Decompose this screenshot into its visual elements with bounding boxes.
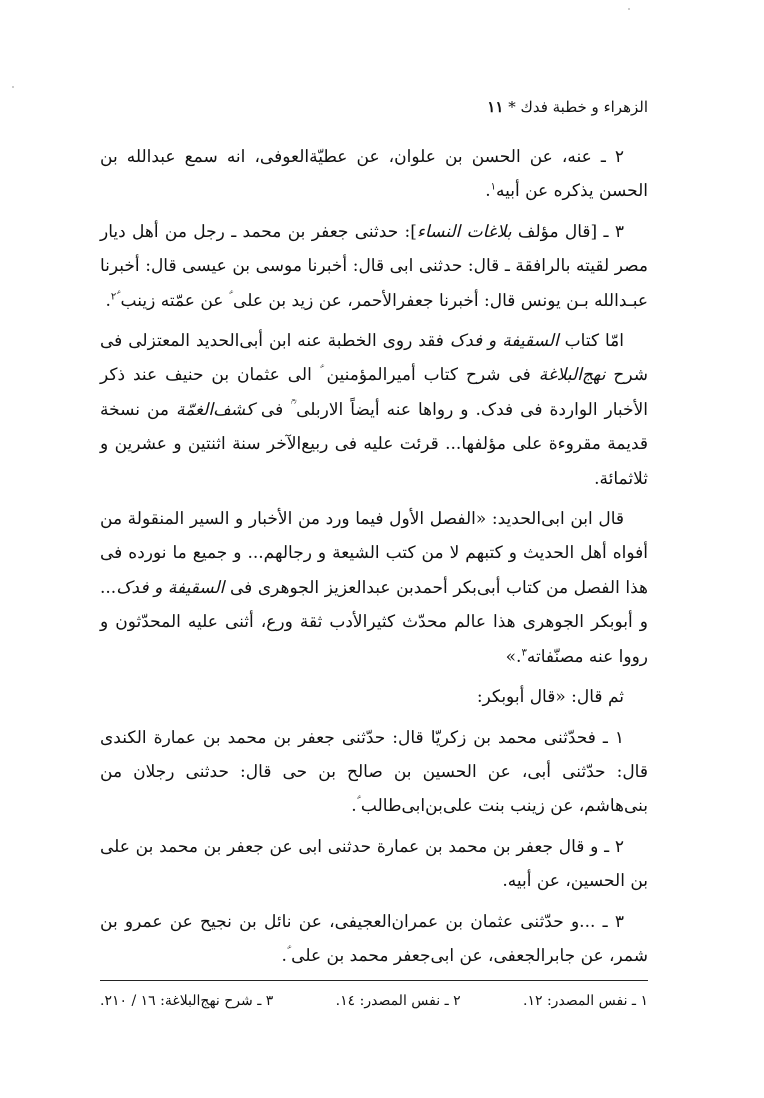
- book-title-saqifa-2: السقیفة و فدک: [116, 577, 225, 598]
- footnote-divider: [100, 980, 648, 981]
- footnote-ref-3: ٣: [521, 647, 527, 659]
- running-header: [100, 97, 648, 117]
- paragraph-saqifa: امّا کتاب السقیفة و فدک فقد روی الخطبة عنه ابن أبی‌الحدید المعتزلی فی شرح نهج‌البلاغة فی شرح کتاب أمیرالمؤمنین ؑ الی عثمان بن حنیف عند ذکر الأخبار الواردة فی فدک. و رواها عنه أیضاً الاربلی ؒ فی کشف‌الغمّة من نسخة قدیمة مقروءة علی مؤلفها... قرئت علیه فی ربیع‌الآخر سنة اثنتین و عشرین و ثلاثمائة.: [100, 331, 648, 489]
- book-title-kashf: کشف‌الغمّة: [176, 399, 254, 420]
- paragraph-hadith-3: ٣ ـ [قال مؤلف بلاغات النساء]: حدثنی جعفر بن محمد ـ رجل من أهل دیار مصر لقیته بالرافقة ـ قال: حدثنی ابی قال: أخبرنا موسی بن عیسی قال: أخبرنا عبـدالله بـن یونس قال: أخبرنا جعفرالأحمر، عن زید بن علی ؑ عن عمّته زینب ؑ$^٢$.: [100, 221, 648, 311]
- paragraph-ibn-abi-hadid: قال ابن ابی‌الحدید: «الفصل الأول فیما ورد من الأخبار و السیر المنقولة من أفواه أهل الحدیث و کتبهم لا من کتب الشیعة و رجالهم... و جمیع ما نورده فی هذا الفصل من کتاب أبی‌بکر أحمدبن عبدالعزیز الجوهری فی السقیفة و فدک... و أبوبکر الجوهری هذا عالم محدّث کثیرالأدب ثقة ورع، أثنی علیه المحدّثون و رووا عنه مصنّفاته$^٣$.»: [100, 509, 648, 667]
- page-number: ١١: [487, 98, 504, 116]
- book-title-nahj: نهج‌البلاغة: [538, 365, 606, 386]
- paragraph-chain-2: ٢ ـ و قال جعفر بن محمد بن عمارة حدثنی ابی عن جعفر بن محمد بن علی بن الحسین، عن أبیه.: [100, 836, 648, 892]
- paragraph-chain-3: ٣ ـ ...و حدّثنی عثمان بن عمران‌العجیفی، عن نائل بن نجیح عن عمرو بن شمر، عن جابرالجعفی، عن ابی‌جعفر محمد بن علی ؑ.: [100, 911, 648, 966]
- footnote-ref-1: ١: [490, 181, 496, 193]
- footnotes: [100, 991, 648, 1011]
- book-title-saqifa: السقیفة و فدک: [449, 331, 559, 352]
- paragraph-chain-1: ١ ـ فحدّثنی محمد بن زکریّا قال: حدّثنی جعفر بن محمد بن عمارة الکندی قال: حدّثنی أبی، عن الحسین بن صالح بن حی قال: حدثنی رجلان من بنی‌هاشم، عن زینب بنت علی‌بن‌ابی‌طالب ؑ.: [100, 727, 648, 817]
- book-page: [100, 0, 648, 1098]
- footnote-ref-2: ٢: [110, 290, 117, 302]
- header-title: الزهراء و خطبة فدك: [520, 98, 648, 116]
- paragraph-hadith-2: ٢ ـ عنه، عن الحسن بن علوان، عن عطيّةالعوفی، انه سمع عبدالله بن الحسن یذکره عن أبیه$^١$.: [100, 147, 648, 202]
- footnote-3: ٣ ـ شرح نهج‌البلاغة: ١٦ / ٢١٠.: [100, 993, 274, 1009]
- footnote-1: ١ ـ نفس المصدر: ١٢.: [523, 993, 648, 1009]
- footnote-2: ٢ ـ نفس المصدر: ١٤.: [335, 993, 461, 1009]
- header-separator: *: [508, 98, 516, 116]
- book-title-balaghat: بلاغات النساء: [416, 221, 512, 242]
- scan-speck: [628, 8, 630, 10]
- paragraph-thumma-qala: ثم قال: «قال أبوبکر:: [476, 687, 624, 708]
- scan-speck: [12, 86, 14, 88]
- footnote-book-title: شرح نهج‌البلاغة: [164, 993, 253, 1009]
- body-text: [100, 140, 648, 979]
